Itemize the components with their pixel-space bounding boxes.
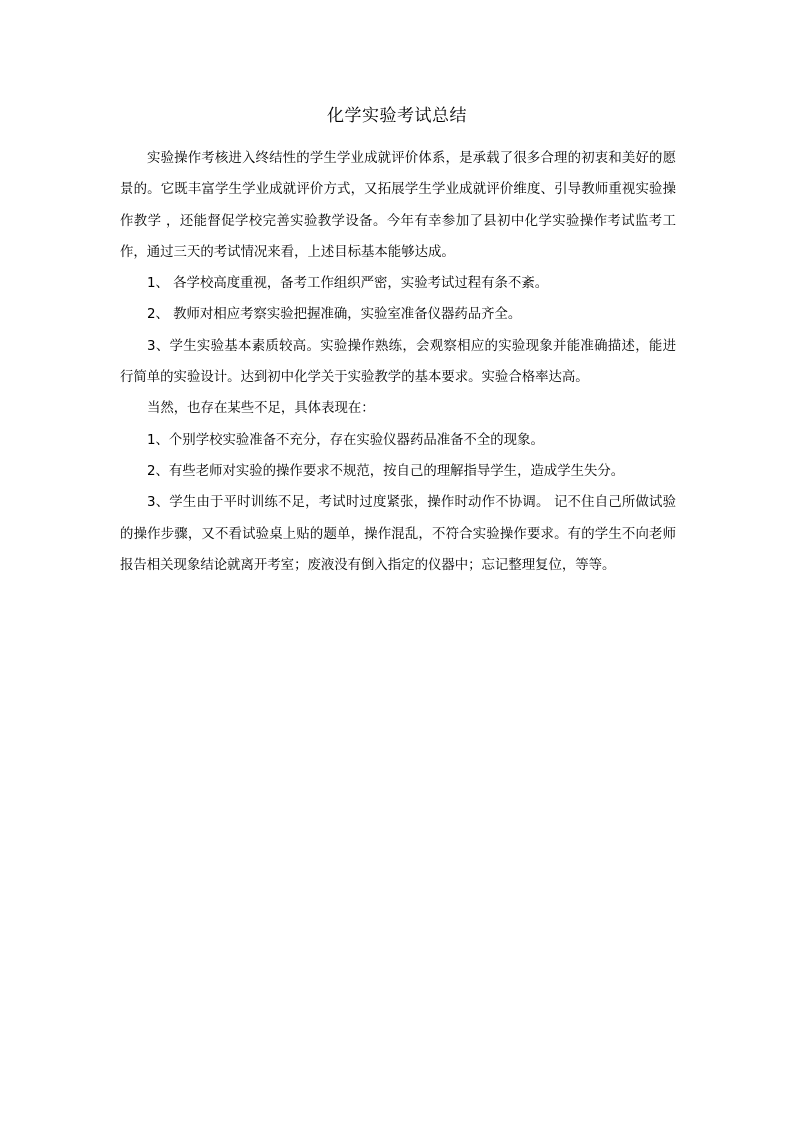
- document-title: 化学实验考试总结: [327, 106, 467, 126]
- document-body: [120, 143, 676, 581]
- paragraph-intro: 实验操作考核进入终结性的学生学业成就评价体系，是承载了很多合理的初衷和美好的愿景的。它既丰富学生学业成就评价方式，又拓展学生学业成就评价维度、引导教师重视实验操作教学 ，还能督促学校完善实验教学设备。今年有幸参加了县初中化学实验操作考试监考工作，通过三天的考试情况来看，上述目标基本能够达成。: [120, 151, 676, 260]
- paragraph-shortcomings-intro: 当然，也存在某些不足，具体表现在：: [147, 401, 375, 417]
- paragraph-shortcoming-2: 2、有些老师对实验的操作要求不规范，按自己的理解指导学生，造成学生失分。: [147, 463, 625, 479]
- paragraph-point-2: 2、 教师对相应考察实验把握准确，实验室准备仪器药品齐全。: [147, 307, 522, 323]
- paragraph-point-3: 3、学生实验基本素质较高。实验操作熟练，会观察相应的实验现象并能准确描述，能进行简单的实验设计。达到初中化学关于实验教学的基本要求。实验合格率达高。: [120, 338, 676, 386]
- paragraph-point-1: 1、 各学校高度重视，备考工作组织严密，实验考试过程有条不紊。: [147, 276, 549, 292]
- paragraph-shortcoming-1: 1、个别学校实验准备不充分，存在实验仪器药品准备不全的现象。: [147, 432, 544, 448]
- paragraph-shortcoming-3: 3、学生由于平时训练不足，考试时过度紧张，操作时动作不协调。 记不住自己所做试验的操作步骤，又不看试验桌上贴的题单，操作混乱，不符合实验操作要求。有的学生不向老师报告相关现象结论就离开考室；废液没有倒入指定的仪器中；忘记整理复位，等等。: [120, 495, 676, 573]
